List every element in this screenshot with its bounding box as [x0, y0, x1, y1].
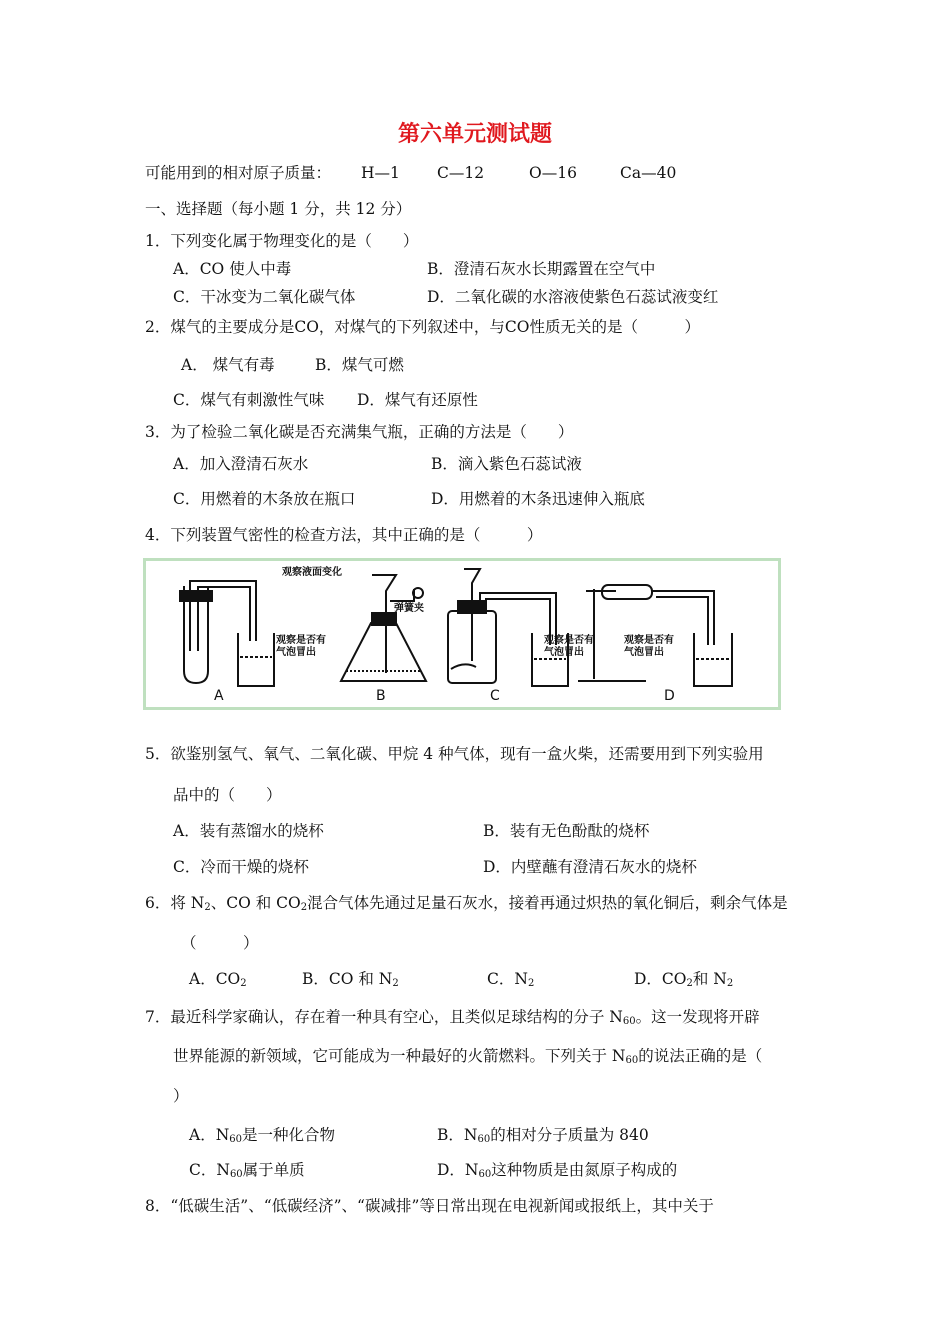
atomic-mass-h: H—1: [361, 164, 400, 182]
page-title: 第六单元测试题: [397, 122, 552, 147]
q5-stem: 5．欲鉴别氢气、氧气、二氧化碳、甲烷 4 种气体，现有一盒火柴，还需要用到下列实验用: [145, 745, 764, 763]
q5-option-a: A．装有蒸馏水的烧杯: [173, 822, 324, 840]
q6-option-d: D．$CO_2$和 $N_2$: [634, 970, 734, 989]
figure-label-c: C: [490, 688, 500, 704]
q3-option-a: A．加入澄清石灰水: [173, 455, 309, 473]
stopper-a: [180, 591, 212, 601]
q7-option-d: D．$N_{60}$这种物质是由氮原子构成的: [437, 1161, 678, 1180]
atomic-mass-c: C—12: [437, 164, 485, 182]
figure-label-d: D: [664, 688, 675, 704]
q6-option-b: B．CO 和 $N_2$: [302, 970, 399, 989]
q5-option-c: C．冷而干燥的烧杯: [173, 858, 309, 876]
q6-stem: 6．将 $N_2$、CO 和 $CO_2$混合气体先通过足量石灰水，接着再通过炽热的氧化铜后，剩余气体是: [145, 894, 788, 913]
atomic-mass-ca: Ca—40: [620, 164, 677, 182]
q1-option-b: B．澄清石灰水长期露置在空气中: [427, 260, 656, 278]
hand-c: [451, 664, 476, 669]
note-level-b: 观察液面变化: [282, 567, 342, 578]
atomic-mass-o: O—16: [529, 164, 577, 182]
q1-option-d: D．二氧化碳的水溶液使紫色石蕊试液变红: [427, 288, 719, 306]
atomic-mass-line: [145, 166, 331, 182]
apparatus-drawing: [146, 561, 778, 707]
q7-option-a: A．$N_{60}$是一种化合物: [189, 1126, 336, 1145]
q2-option-c: C．煤气有刺激性气味: [173, 391, 325, 409]
q5-stem-cont: 品中的（ ）: [173, 786, 282, 804]
q8-stem: 8．“低碳生活”、“低碳经济”、“碳减排”等日常出现在电视新闻或报纸上，其中关于: [145, 1197, 714, 1215]
q2-option-b: B．煤气可燃: [315, 356, 404, 374]
note-clamp-b: 弹簧夹: [394, 603, 424, 614]
stopper-b: [372, 613, 396, 625]
q3-option-b: B．滴入紫色石蕊试液: [431, 455, 582, 473]
figure-label-b: B: [376, 688, 386, 704]
q3-option-c: C．用燃着的木条放在瓶口: [173, 490, 356, 508]
q6-option-c: C．$N_2$: [487, 970, 535, 989]
section-heading: 一、选择题（每小题 1 分，共 12 分）: [145, 200, 412, 218]
q7-option-b: B．$N_{60}$的相对分子质量为 840: [437, 1126, 649, 1145]
q7-stem-line3: ）: [173, 1087, 189, 1105]
q1-option-a: A．CO 使人中毒: [173, 260, 292, 278]
q6-paren: （ ）: [181, 934, 259, 952]
note-c: 观察是否有 气泡冒出: [544, 635, 594, 658]
note-d: 观察是否有 气泡冒出: [624, 635, 674, 658]
funnel-c: [464, 569, 480, 661]
q2-option-a: A． 煤气有毒: [181, 356, 275, 374]
q5-option-d: D．内壁蘸有澄清石灰水的烧杯: [483, 858, 697, 876]
note-a: 观察是否有 气泡冒出: [276, 635, 326, 658]
q7-option-c: C．$N_{60}$属于单质: [189, 1161, 305, 1180]
q5-option-b: B．装有无色酚酞的烧杯: [483, 822, 650, 840]
q6-option-a: A．$CO_2$: [189, 970, 247, 989]
atomic-mass-label: 可能用到的相对原子质量：: [145, 164, 332, 182]
q4-stem: 4．下列装置气密性的检查方法，其中正确的是（ ）: [145, 526, 543, 544]
q2-option-d: D．煤气有还原性: [357, 391, 478, 409]
figure-label-a: A: [214, 688, 224, 704]
q3-option-d: D．用燃着的木条迅速伸入瓶底: [431, 490, 645, 508]
apparatus-figure: [143, 558, 781, 710]
q7-stem-line1: 7．最近科学家确认，存在着一种具有空心，且类似足球结构的分子 $N_{60}$。这一发现将开辟: [145, 1008, 760, 1027]
q2-stem: 2．煤气的主要成分是CO，对煤气的下列叙述中，与CO性质无关的是（ ）: [145, 318, 700, 336]
q1-option-c: C．干冰变为二氧化碳气体: [173, 288, 356, 306]
flask-b: [341, 623, 426, 681]
q7-stem-line2: 世界能源的新领域，它可能成为一种最好的火箭燃料。下列关于 $N_{60}$的说法正确的是（: [173, 1047, 763, 1066]
q3-stem: 3．为了检验二氧化碳是否充满集气瓶，正确的方法是（ ）: [145, 423, 574, 441]
q1-stem: 1．下列变化属于物理变化的是（ ）: [145, 232, 419, 250]
